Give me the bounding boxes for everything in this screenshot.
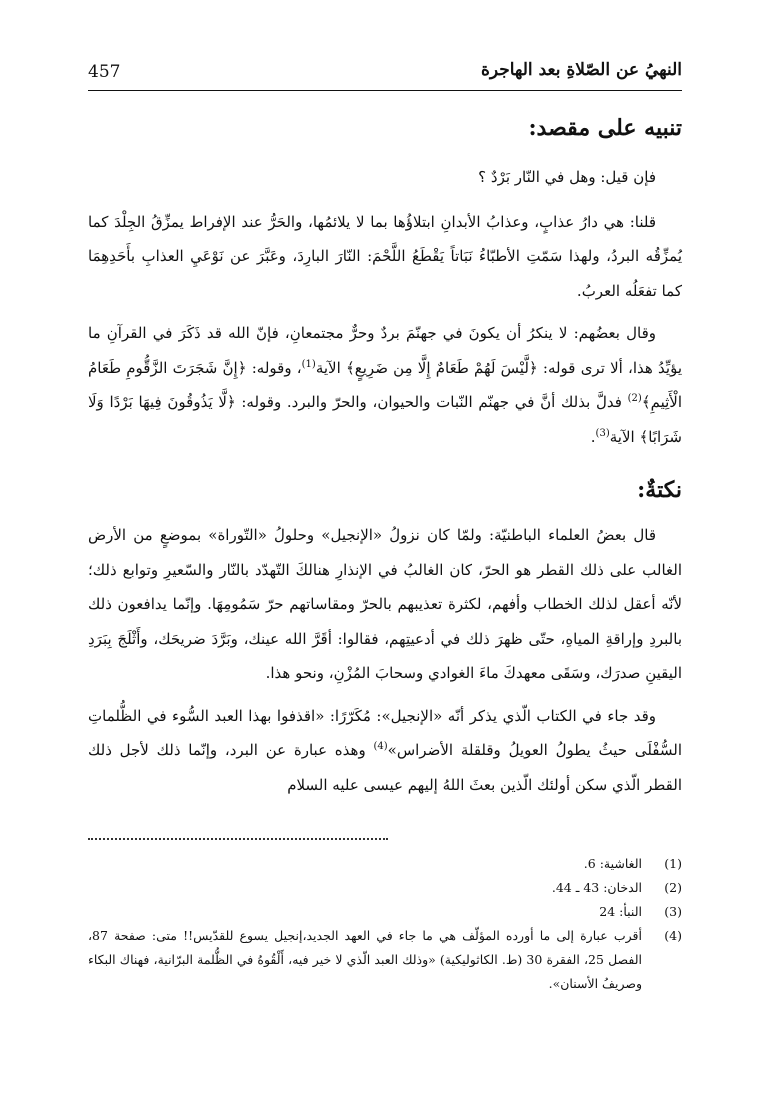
paragraph-text: . (590, 427, 596, 446)
page-number: 457 (88, 62, 121, 82)
footnotes (88, 852, 682, 996)
footnote-number: (1) (664, 856, 682, 871)
paragraph-text: فدلَّ بذلك أنَّ في جهنّم النّبات والحيوان، والحرّ والبرد. وقوله: ﴿لَّا يَذُوقُونَ فِيهَا بَرْدًا وَلَا شَرَابًا﴾ الآية (88, 393, 682, 446)
footnote-item (88, 900, 682, 924)
footnote-number: (2) (664, 880, 682, 895)
footnote-text: الغاشية: 6. (583, 856, 642, 871)
footnote-separator (88, 838, 388, 840)
footnote-ref-3: (3) (595, 427, 610, 439)
paragraph-answer: قلنا: هي دارُ عذابٍ، وعذابُ الأبدانِ ابتلاؤُها بما لا يلائمُها، والحَرُّ عند الإفراط يمزِّقُ الجِلْدَ كما يُمزِّقُه البردُ، ولهذا سَمّتِ الأطبّاءُ نَبَاتاً يَقْطَعُ اللَّحْمَ: النّارَ البارِدَ، وعَبَّرَ عن نَوْعَيِ العذابِ بأَحَدِهِمَا كما تفعَلُه العربُ. (88, 212, 682, 300)
running-head (88, 58, 682, 90)
footnote-ref-4: (4) (373, 741, 388, 752)
footnote-item (88, 852, 682, 876)
main-text (88, 108, 682, 810)
footnote-text: أقرب عبارة إلى ما أورده المؤلّف هي ما جاء في العهد الجديد،إنجيل يسوع للقدّيس!! متى: صفحة 87، الفصل 25، الفقرة 30 (ط. الكاثوليكية) «وذلك العبد الّذي لا خير فيه، أَلْقُوهُ في الظُّلمة البرّانية، فهناك البكاء وصريفُ الأسنان». (88, 928, 642, 991)
paragraph-text: وقال بعضُهم: لا ينكرُ أن يكونَ في جهنّمَ بردٌ وحرٌّ مجتمعانِ، فإنّ الله قد ذَكَرَ في القرآنِ ما يؤيِّدُ هذا، ألا ترى قوله: ﴿لَّيْسَ لَهُمْ طَعَامٌ إِلَّا مِن ضَرِيعٍ﴾ الآية (88, 324, 683, 377)
paragraph-text: ، وقوله: ﴿إِنَّ شَجَرَتَ الزَّقُّومِ طَعَامُ الْأَثِيمِ﴾ (88, 358, 682, 411)
section-heading-subtlety: نكتةٌ: (637, 477, 682, 503)
footnote-number: (4) (664, 928, 682, 943)
paragraph-question: فإن قيل: وهل في النّار بَرْدٌ ؟ (478, 168, 656, 186)
running-title: النهيُ عن الصّلاةِ بعد الهاجرة (480, 60, 682, 80)
footnote-ref-2: (2) (627, 393, 642, 404)
footnote-item (88, 924, 682, 996)
header-rule (88, 90, 682, 91)
paragraph-text: وقد جاء في الكتاب الّذي يذكر أنّه «الإنجيل»: مُكَرّرًا: «اقذفوا بهذا العبد السُّوء في الظُّلماتِ السُّفْلَى حيثُ يطولُ العويلُ وقلقلة الأضراس» (88, 706, 682, 759)
footnote-text: الدخان: 43 ـ 44. (551, 880, 642, 895)
footnote-ref-1: (1) (301, 358, 316, 370)
footnote-number: (3) (664, 904, 682, 919)
paragraph-hot-and-cold (88, 316, 682, 454)
footnote-text: النبأ: 24 (599, 904, 642, 919)
footnote-item (88, 876, 682, 900)
paragraph-gospel (88, 699, 682, 803)
section-heading-note: تنبيه على مقصد: (528, 115, 682, 141)
paragraph-text: وهذه عبارة عن البرد، وإنّما ذلك لأجل ذلك القطر الّذي سكن أولئك الّذين بعثَ اللهُ إليهم عيسى عليه السلام (88, 741, 682, 794)
paragraph-batiniyya: قال بعضُ العلماء الباطنيّة: ولمّا كان نزولُ «الإنجيل» وحلولُ «التّوراة» بموضعٍ من الأرض الغالب على ذلك القطر هو الحرّ، كان الغالبُ في الإنذارِ هنالكَ التّهدّد بالنّار والسّعيرِ وتوابع ذلك؛ لأنّه أعقل لذلك الخطاب وأفهم، لكثرة تعذيبهم بالحرّ ومقاساتهم حرّ سَمُومِهَا. وإنّما يدافعون ذلك بالبردِ وإراقةِ المياهِ، حتّى ظهرَ ذلك في أدعيتِهم، فقالوا: أقَرَّ الله عينك، وبَرَّدَ ضريحَك، وأَثْلَجَ بِبَرَدِ اليقينِ صدرَك، وسَقَى معهدكَ ماءَ الغوادي وسحابَ المُزْنِ، ونحو هذا. (88, 526, 682, 682)
